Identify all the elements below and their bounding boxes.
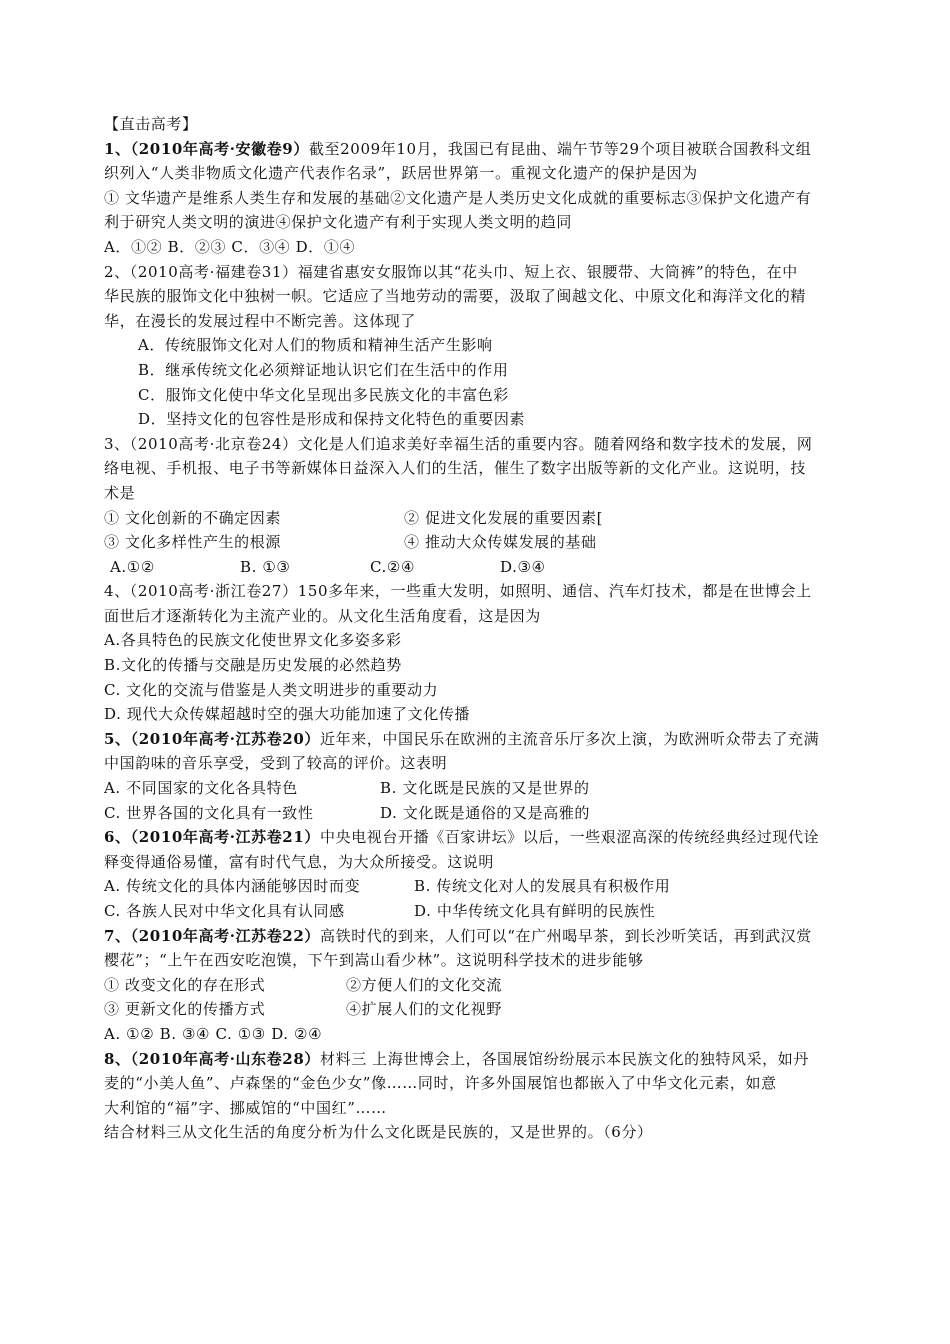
question-source: （2010年高考·江苏卷21） — [130, 828, 320, 847]
question-source: （2010高考·福建卷31） — [129, 262, 298, 281]
answer-option: B. 传统文化对人的发展具有积极作用 — [414, 877, 671, 896]
question-source: （2010高考·浙江卷27） — [129, 582, 298, 601]
question-number: 4、 — [104, 582, 130, 601]
answer-option: C. 各族人民对中华文化具有认同感 — [104, 902, 345, 920]
question-number: 8、 — [104, 1049, 131, 1068]
answer-option: B．继承传统文化必须辩证地认识它们在生活中的作用 — [138, 360, 509, 379]
answer-option: A．传统服饰文化对人们的物质和精神生活产生影响 — [138, 336, 493, 355]
question-source: （2010高考·北京卷24） — [129, 434, 298, 453]
question-4 — [104, 579, 864, 727]
question-source: （2010年高考·江苏卷20） — [130, 729, 320, 748]
question-3 — [104, 432, 864, 580]
question-text: 华民族的服饰文化中独树一帜。它适应了当地劳动的需要，汲取了闽越文化、中原文化和海洋文化的精 — [104, 287, 807, 306]
answer-option: B.文化的传播与交融是历史发展的必然趋势 — [104, 656, 402, 675]
question-text: 大利馆的“福”字、挪威馆的“中国红”…… — [104, 1098, 387, 1117]
question-text: 截至2009年10月，我国已有昆曲、端午节等29个项目被联合国教科文组 — [308, 139, 812, 158]
answer-option: A.各具特色的民族文化使世界文化多姿多彩 — [104, 631, 402, 650]
answer-option: C．服饰文化使中华文化呈现出多民族文化的丰富色彩 — [138, 385, 509, 404]
question-text: 华，在漫长的发展过程中不断完善。这体现了 — [104, 311, 417, 330]
question-number: 1、 — [104, 139, 131, 158]
question-number: 6、 — [104, 828, 131, 847]
answer-option: A. 传统文化的具体内涵能够因时而变 — [104, 877, 361, 896]
answer-option: C.②④ — [370, 557, 416, 576]
answer-option: C. 世界各国的文化具有一致性 — [104, 803, 314, 822]
question-text: 术是 — [104, 483, 136, 502]
question-number: 5、 — [104, 729, 131, 748]
answer-option: A.①② — [110, 557, 155, 576]
answer-option: C. 文化的交流与借鉴是人类文明进步的重要动力 — [104, 680, 439, 699]
answer-option: D．坚持文化的包容性是形成和保持文化特色的重要因素 — [138, 410, 526, 429]
statement-item: ① 改变文化的存在形式 — [104, 975, 266, 994]
question-text: ① 文华遗产是维系人类生存和发展的基础②文化遗产是人类历史文化成就的重要标志③保护文化遗产有 — [104, 188, 812, 207]
question-number: 2、 — [104, 262, 130, 281]
document-page — [104, 112, 864, 1145]
question-text: 织列入“人类非物质文化遗产代表作名录”，跃居世界第一。重视文化遗产的保护是因为 — [104, 164, 698, 183]
question-5 — [104, 727, 864, 825]
question-text: 樱花”；“上午在西安吃泡馍，下午到嵩山看少林”。这说明科学技术的进步能够 — [104, 951, 644, 970]
question-text: 材料三 上海世博会上，各国展馆纷纷展示本民族文化的独特风采，如丹 — [320, 1049, 809, 1068]
answer-option: B. 文化既是民族的又是世界的 — [380, 779, 590, 798]
question-text: 150多年来，一些重大发明，如照明、通信、汽车灯技术，都是在世博会上 — [297, 582, 812, 601]
question-text: 近年来，中国民乐在欧洲的主流音乐厅多次上演，为欧洲听众带去了充满 — [320, 729, 820, 748]
question-text: 福建省惠安女服饰以其“花头巾、短上衣、银腰带、大筒裤”的特色，在中 — [297, 262, 798, 281]
question-text: 面世后才逐渐转化为主流产业的。从文化生活角度看，这是因为 — [104, 606, 541, 625]
answer-option: A. 不同国家的文化各具特色 — [104, 779, 298, 798]
question-number: 3、 — [104, 434, 130, 453]
question-prompt: 结合材料三从文化生活的角度分析为什么文化既是民族的，又是世界的。（6分） — [104, 1123, 653, 1142]
statement-item: ②方便人们的文化交流 — [346, 975, 503, 994]
answer-option: D. 中华传统文化具有鲜明的民族性 — [414, 902, 656, 920]
answer-option: D. 文化既是通俗的又是高雅的 — [380, 803, 591, 822]
question-source: （2010年高考·江苏卷22） — [130, 926, 320, 945]
question-text: 麦的“小美人鱼”、卢森堡的“金色少女”像……同时，许多外国展馆也都嵌入了中华文化元素，如意 — [104, 1074, 777, 1093]
answer-option: D.③④ — [500, 557, 546, 576]
answer-option: D. 现代大众传媒超越时空的强大功能加速了文化传播 — [104, 705, 471, 724]
question-number: 7、 — [104, 926, 131, 945]
question-1 — [104, 137, 864, 260]
question-text: 利于研究人类文明的演进④保护文化遗产有利于实现人类文明的趋同 — [104, 213, 573, 232]
question-text: 中央电视台开播《百家讲坛》以后，一些艰涩高深的传统经典经过现代诠 — [320, 828, 820, 847]
statement-item: ④ 推动大众传媒发展的基础 — [404, 533, 597, 552]
question-2 — [104, 260, 864, 432]
statement-item: ② 促进文化发展的重要因素[ — [404, 508, 604, 527]
question-text: 释变得通俗易懂，富有时代气息，为大众所接受。这说明 — [104, 852, 495, 871]
statement-item: ④扩展人们的文化视野 — [346, 1000, 503, 1019]
answer-options: A．①② B．②③ C．③④ D．①④ — [104, 237, 356, 256]
question-text: 中国韵味的音乐享受，受到了较高的评价。这表明 — [104, 754, 448, 773]
question-text: 高铁时代的到来，人们可以“在广州喝早茶，到长沙听笑话，再到武汉赏 — [320, 926, 812, 945]
statement-item: ③ 文化多样性产生的根源 — [104, 533, 281, 552]
statement-item: ① 文化创新的不确定因素 — [104, 508, 281, 527]
question-source: （2010年高考·山东卷28） — [130, 1049, 320, 1068]
statement-item: ③ 更新文化的传播方式 — [104, 1000, 266, 1019]
section-header: 【直击高考】 — [104, 115, 198, 133]
answer-option: B. ①③ — [240, 557, 291, 576]
answer-options: A. ①② B. ③④ C. ①③ D. ②④ — [104, 1024, 323, 1043]
question-6 — [104, 825, 864, 923]
question-source: （2010年高考·安徽卷9） — [130, 139, 309, 158]
question-text: 文化是人们追求美好幸福生活的重要内容。随着网络和数字技术的发展，网 — [297, 434, 813, 453]
question-7 — [104, 924, 864, 1047]
question-text: 络电视、手机报、电子书等新媒体日益深入人们的生活，催生了数字出版等新的文化产业。这说明，技 — [104, 459, 807, 478]
question-8 — [104, 1047, 864, 1145]
